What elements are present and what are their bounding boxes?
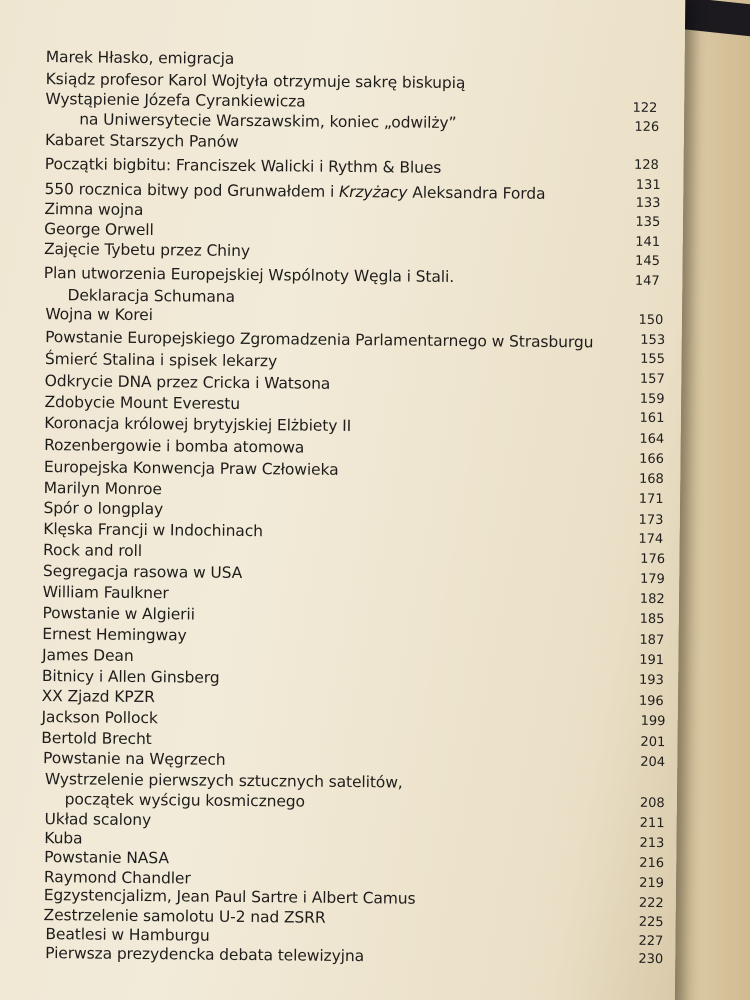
toc-page-number: 204: [640, 754, 666, 771]
toc-page-number: 157: [639, 371, 665, 388]
toc-entry-title: Bitnicy i Allen Ginsberg: [41, 667, 220, 687]
toc-page-number: 191: [639, 652, 665, 669]
toc-page-number: 225: [638, 914, 664, 931]
toc-entry-title: Raymond Chandler: [43, 868, 191, 888]
toc-entry-title: Powstanie w Algierii: [42, 604, 195, 624]
toc-entry-title: Plan utworzenia Europejskiej Wspólnoty Węgla i Stali.: [43, 264, 455, 286]
toc-entry-title: Rozenbergowie i bomba atomowa: [44, 436, 305, 457]
toc-page-number: 161: [639, 410, 665, 427]
toc-entry-title: na Uniwersytecie Warszawskim, koniec „odwilży”: [79, 110, 457, 133]
toc-page-number: 168: [638, 471, 664, 488]
toc-entry-title: Odkrycie DNA przez Cricka i Watsona: [44, 372, 331, 393]
toc-page-number: 222: [638, 895, 664, 912]
toc-page-number: 187: [639, 632, 665, 649]
toc-entry-title: Koronacja królowej brytyjskiej Elżbiety II: [44, 414, 352, 436]
toc-entry-title-italic: Krzyżacy: [338, 182, 408, 202]
toc-page-number: 174: [638, 531, 664, 548]
toc-entry-title: Marek Hłasko, emigracja: [45, 48, 235, 68]
toc-page-number: 150: [638, 312, 664, 328]
toc-page-number: 126: [634, 119, 660, 135]
toc-page-number: 159: [639, 391, 665, 408]
toc-entry-title: Powstanie na Węgrzech: [43, 749, 226, 769]
toc-entry-title: Ksiądz profesor Karol Wojtyła otrzymuje sakrę biskupią: [45, 70, 466, 93]
toc-page-number: 145: [635, 253, 660, 269]
toc-page-number: 182: [639, 591, 665, 608]
toc-page-number: 176: [640, 551, 666, 568]
toc-entry-title: William Faulkner: [42, 583, 169, 603]
toc-page-number: 227: [638, 933, 664, 950]
toc-page-number: 131: [635, 177, 661, 193]
toc-page-number: 193: [638, 672, 664, 689]
toc-entry-title: Egzystencjalizm, Jean Paul Sartre i Albert Camus: [43, 886, 416, 908]
toc-page-number: 185: [639, 611, 665, 628]
toc-entry-title: Rock and roll: [43, 541, 143, 561]
toc-entry-title-part: Aleksandra Forda: [407, 183, 546, 203]
toc-entry-title: początek wyścigu kosmicznego: [64, 790, 306, 811]
toc-entry-title: Zajęcie Tybetu przez Chiny: [43, 240, 251, 261]
toc-page-number: 213: [639, 835, 665, 852]
toc-entry-title: Klęska Francji w Indochinach: [43, 520, 263, 541]
toc-page-number: 173: [638, 512, 664, 529]
toc-page-number: 122: [632, 100, 658, 116]
toc-page-number: 141: [635, 234, 661, 250]
toc-entry-title: Wystrzelenie pierwszych sztucznych satelitów,: [44, 770, 403, 792]
toc-entry-title: Deklaracja Schumana: [67, 286, 236, 306]
toc-page-number: 153: [640, 332, 666, 349]
toc-entry-title: Europejska Konwencja Praw Człowieka: [43, 458, 339, 479]
toc-entry-title: Wystąpienie Józefa Cyrankiewicza: [45, 90, 306, 111]
toc-page-number: 211: [639, 815, 665, 832]
toc-page-number: 171: [638, 491, 664, 508]
toc-page-number: 179: [639, 571, 665, 588]
toc-page-number: 208: [639, 795, 665, 812]
toc-entry-title: Marilyn Monroe: [43, 479, 162, 499]
toc-entry-title: Zdobycie Mount Everestu: [44, 393, 241, 413]
toc-page-number: 219: [639, 875, 665, 892]
toc-page-number: 166: [639, 451, 665, 468]
toc-entry-title: James Dean: [42, 646, 134, 665]
toc-entry-title: Początki bigbitu: Franciszek Walicki i Rythm & Blues: [44, 155, 442, 177]
toc-entry-title: XX Zjazd KPZR: [41, 687, 155, 707]
toc-entry-title: Kuba: [44, 829, 83, 848]
toc-entry-title: George Orwell: [44, 220, 154, 240]
toc-entry-title: Segregacja rasowa w USA: [42, 562, 243, 582]
toc-page-number: 199: [640, 713, 666, 730]
toc-entry-title: Kabaret Starszych Panów: [44, 131, 239, 151]
toc-entry-title: Śmierć Stalina i spisek lekarzy: [44, 350, 278, 371]
toc-entry-title: Spór o longplay: [43, 499, 164, 519]
toc-page-number: 216: [639, 855, 665, 872]
toc-page-number: 133: [635, 195, 661, 211]
toc-page-number: 164: [639, 431, 665, 448]
toc-entry-title: Zestrzelenie samolotu U-2 nad ZSRR: [43, 906, 326, 927]
toc-page-number: 128: [633, 157, 659, 173]
toc-entry-title: Jackson Pollock: [41, 708, 158, 728]
toc-entry-title: Układ scalony: [44, 810, 152, 830]
toc-entry-title-part: 550 rocznica bitwy pod Grunwałdem i: [44, 180, 340, 201]
toc-page-number: 230: [638, 951, 664, 968]
toc-entry-title: Powstanie Europejskiego Zgromadzenia Parlamentarnego w Strasburgu: [45, 328, 594, 352]
toc-entry-title: Powstanie NASA: [44, 848, 169, 868]
toc-entry-title: Beatlesi w Hamburgu: [45, 925, 210, 945]
toc-entry-title: [44, 180, 545, 203]
toc-page-number: 147: [634, 273, 660, 289]
toc-entry-title: Bertold Brecht: [41, 729, 152, 749]
toc-entry-title: Ernest Hemingway: [42, 625, 187, 645]
toc-entry-title: Zimna wojna: [44, 200, 144, 219]
toc-page-number: 155: [640, 351, 666, 368]
toc-page-number: 135: [635, 214, 661, 230]
toc-page-number: 196: [638, 693, 664, 710]
toc-entry-title: Pierwsza prezydencka debata telewizyjna: [45, 944, 365, 966]
toc-entry-title: Wojna w Korei: [45, 305, 153, 325]
toc-page-number: 201: [640, 734, 666, 751]
